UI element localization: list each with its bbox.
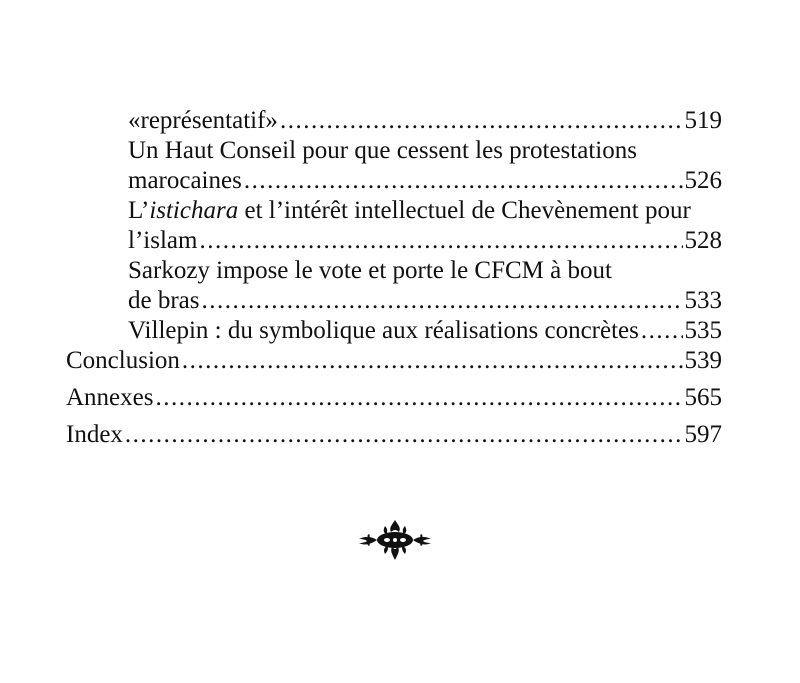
toc-entry-page: 519	[684, 107, 722, 134]
dot-leader	[280, 106, 683, 136]
toc-entry-page: 526	[684, 167, 722, 194]
dot-leader	[199, 226, 682, 256]
toc-entry-page: 528	[684, 227, 722, 254]
toc-entry-page: 597	[684, 421, 722, 448]
toc-entry-title-line1: Un Haut Conseil pour que cessent les protestations	[128, 137, 637, 164]
toc-entry-title-line1: Sarkozy impose le vote et porte le CFCM à bout	[128, 257, 612, 284]
toc-entry-title: Index	[66, 421, 123, 448]
toc-entry-title: Villepin : du symbolique aux réalisations concrètes	[128, 317, 639, 344]
toc-entry-page: 533	[684, 287, 722, 314]
dot-leader	[244, 166, 683, 196]
toc-entry-sarkozy	[66, 286, 722, 316]
dot-leader	[182, 346, 683, 376]
fleuron-ornament-icon	[355, 516, 435, 562]
toc-entry-line	[66, 196, 722, 226]
dot-leader	[155, 383, 682, 413]
toc-entry-title: «représentatif»	[128, 107, 278, 134]
dot-leader	[202, 286, 683, 316]
toc-entry-page: 539	[684, 347, 722, 374]
toc-entry-haut-conseil	[66, 166, 722, 196]
toc-entry-villepin	[66, 316, 722, 346]
toc-entry-title-prefix: L’	[128, 197, 150, 224]
dot-leader	[641, 316, 683, 346]
toc-entry-title: marocaines	[128, 167, 242, 194]
toc-entry-title: l’islam	[128, 227, 198, 254]
toc-entry-title: Conclusion	[66, 347, 180, 374]
toc-entry-line	[66, 256, 722, 286]
toc-entry-title-italic: istichara	[149, 197, 239, 224]
toc-entry-conclusion	[66, 346, 722, 376]
toc-entry-page: 535	[684, 317, 722, 344]
toc-entry-index	[66, 420, 722, 450]
toc-entry-representatif	[66, 106, 722, 136]
toc-entry-istichara	[66, 226, 722, 256]
toc-entry-title: de bras	[128, 287, 200, 314]
toc-entry-line	[66, 136, 722, 166]
toc-entry-page: 565	[684, 384, 722, 411]
toc-entry-title-suffix: et l’intérêt intellectuel de Chevènement pour	[238, 197, 691, 224]
dot-leader	[125, 420, 683, 450]
toc-entry-annexes	[66, 383, 722, 413]
toc-entry-title: Annexes	[66, 384, 154, 411]
table-of-contents	[66, 106, 722, 450]
